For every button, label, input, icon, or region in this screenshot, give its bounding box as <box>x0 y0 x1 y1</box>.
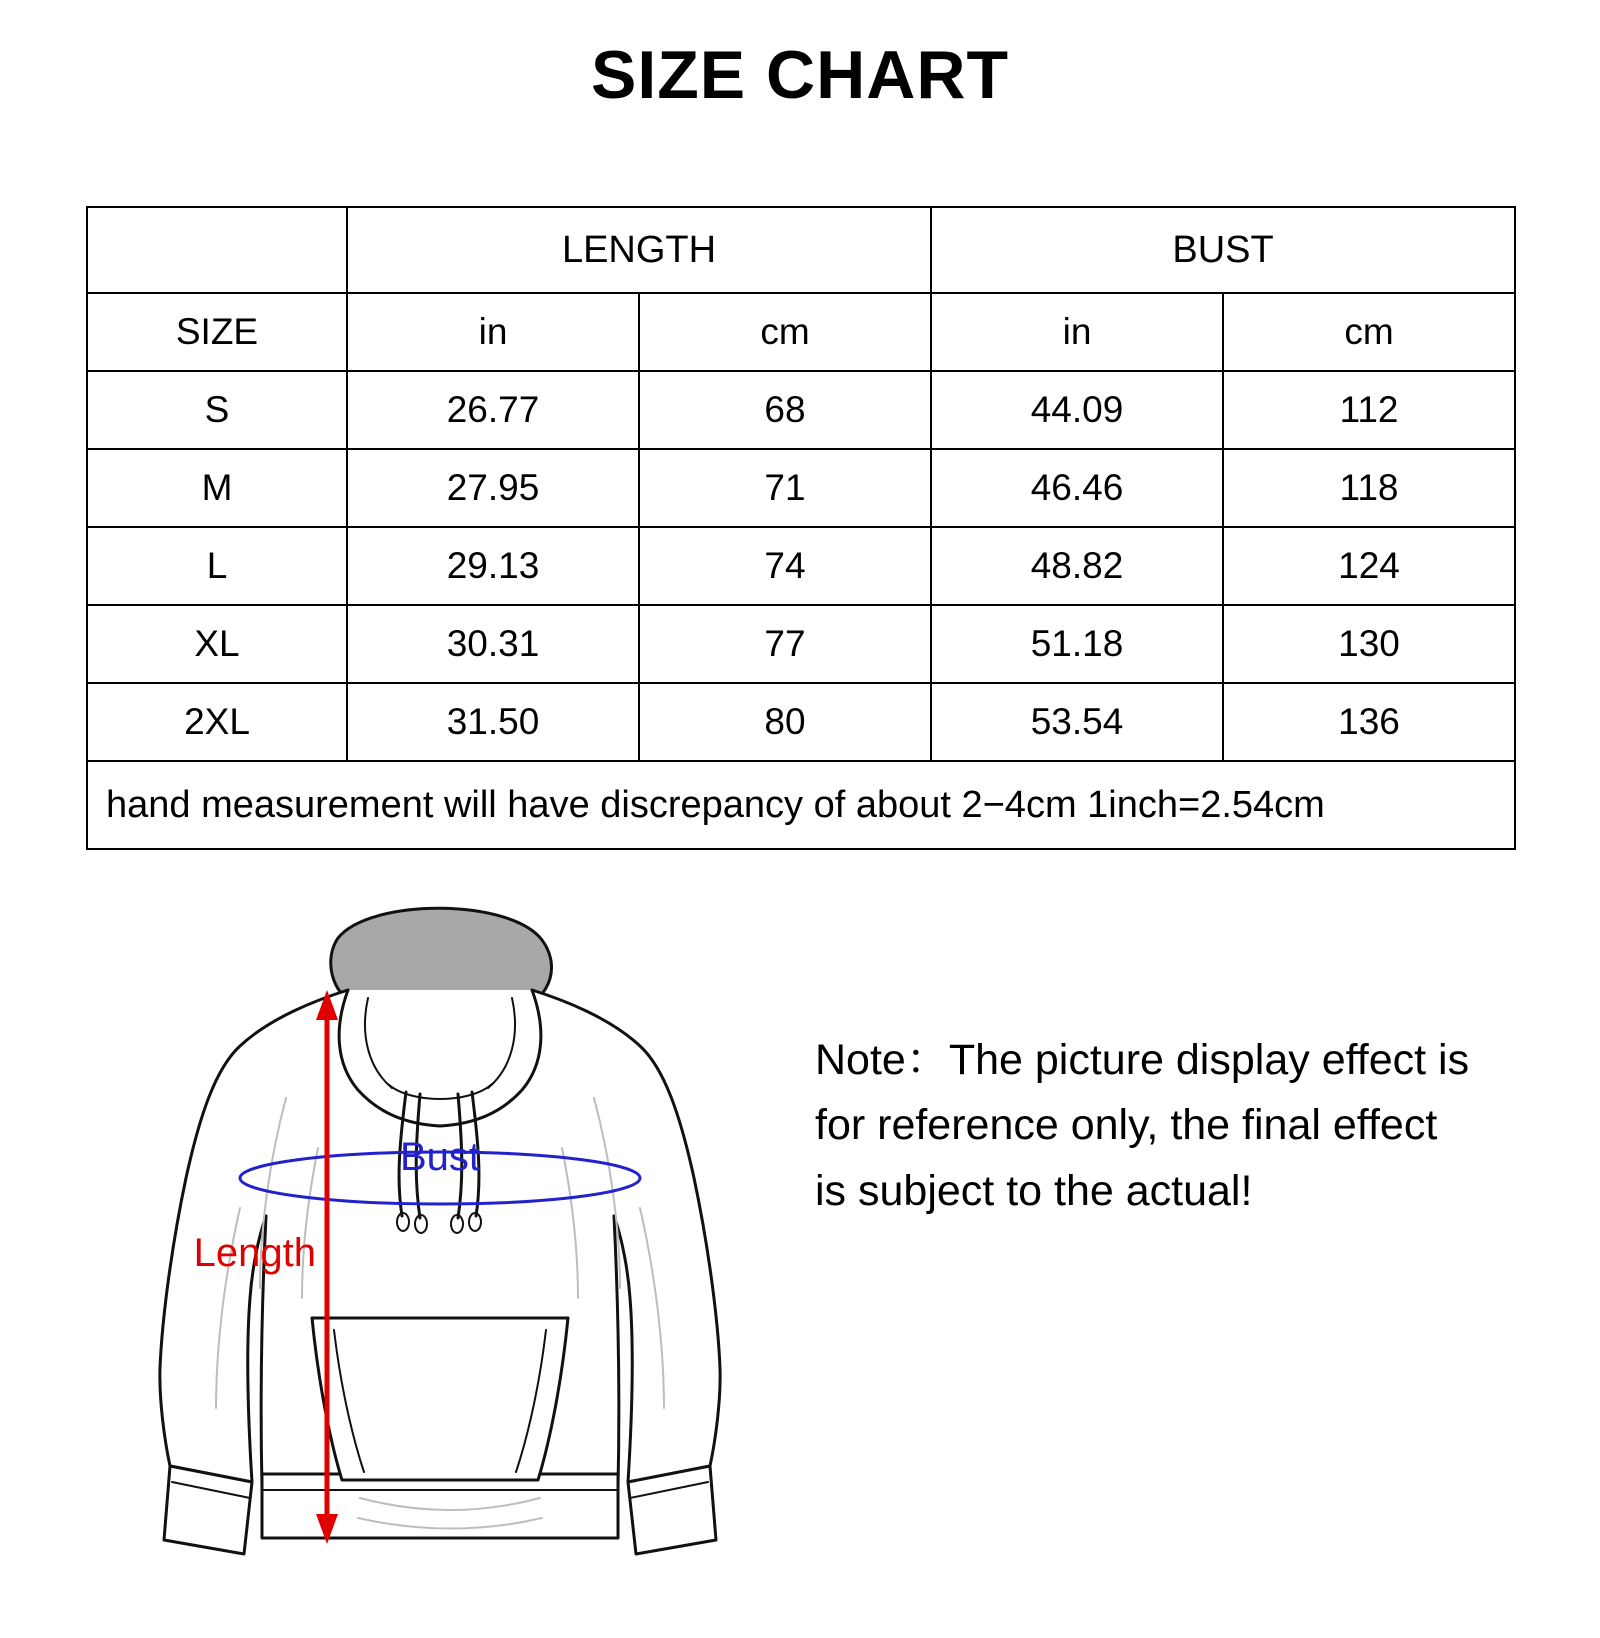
cell-length-cm: 77 <box>639 605 931 683</box>
group-header-empty <box>87 207 347 293</box>
table-row <box>87 527 1515 605</box>
cell-length-in: 31.50 <box>347 683 639 761</box>
size-chart-table <box>86 206 1516 850</box>
cell-bust-in: 53.54 <box>931 683 1223 761</box>
cell-length-cm: 68 <box>639 371 931 449</box>
note-text: The picture display effect is for reference only, the final effect is subject to the actual! <box>815 1036 1470 1215</box>
cell-length-cm: 71 <box>639 449 931 527</box>
length-measure-arrow <box>316 990 338 1544</box>
cell-length-in: 27.95 <box>347 449 639 527</box>
column-header-length-cm: cm <box>639 293 931 371</box>
cell-size: L <box>87 527 347 605</box>
table-row <box>87 683 1515 761</box>
size-chart-page <box>0 38 1600 1638</box>
cell-size: XL <box>87 605 347 683</box>
cell-bust-cm: 124 <box>1223 527 1515 605</box>
cell-bust-cm: 118 <box>1223 449 1515 527</box>
cell-bust-in: 48.82 <box>931 527 1223 605</box>
column-header-size: SIZE <box>87 293 347 371</box>
group-header-bust: BUST <box>931 207 1515 293</box>
column-header-bust-in: in <box>931 293 1223 371</box>
cell-bust-in: 51.18 <box>931 605 1223 683</box>
column-header-bust-cm: cm <box>1223 293 1515 371</box>
cell-length-in: 30.31 <box>347 605 639 683</box>
column-header-length-in: in <box>347 293 639 371</box>
table-footnote-row <box>87 761 1515 849</box>
table-row <box>87 449 1515 527</box>
cell-size: S <box>87 371 347 449</box>
measurement-footnote: hand measurement will have discrepancy of about 2−4cm 1inch=2.54cm <box>87 761 1515 849</box>
page-title: SIZE CHART <box>591 37 1009 113</box>
note-label: Note： <box>815 1036 949 1084</box>
cell-bust-in: 44.09 <box>931 371 1223 449</box>
cell-bust-in: 46.46 <box>931 449 1223 527</box>
note-block <box>815 1028 1475 1224</box>
table-column-header-row <box>87 293 1515 371</box>
cell-bust-cm: 136 <box>1223 683 1515 761</box>
cell-length-in: 26.77 <box>347 371 639 449</box>
table-row <box>87 605 1515 683</box>
hoodie-illustration <box>120 878 760 1608</box>
cell-bust-cm: 112 <box>1223 371 1515 449</box>
cell-size: 2XL <box>87 683 347 761</box>
cell-size: M <box>87 449 347 527</box>
cell-length-cm: 74 <box>639 527 931 605</box>
cell-length-in: 29.13 <box>347 527 639 605</box>
cell-bust-cm: 130 <box>1223 605 1515 683</box>
table-row <box>87 371 1515 449</box>
cell-length-cm: 80 <box>639 683 931 761</box>
table-group-header-row <box>87 207 1515 293</box>
bust-label: Bust <box>399 1135 481 1179</box>
length-label: Length <box>193 1231 316 1275</box>
group-header-length: LENGTH <box>347 207 931 293</box>
